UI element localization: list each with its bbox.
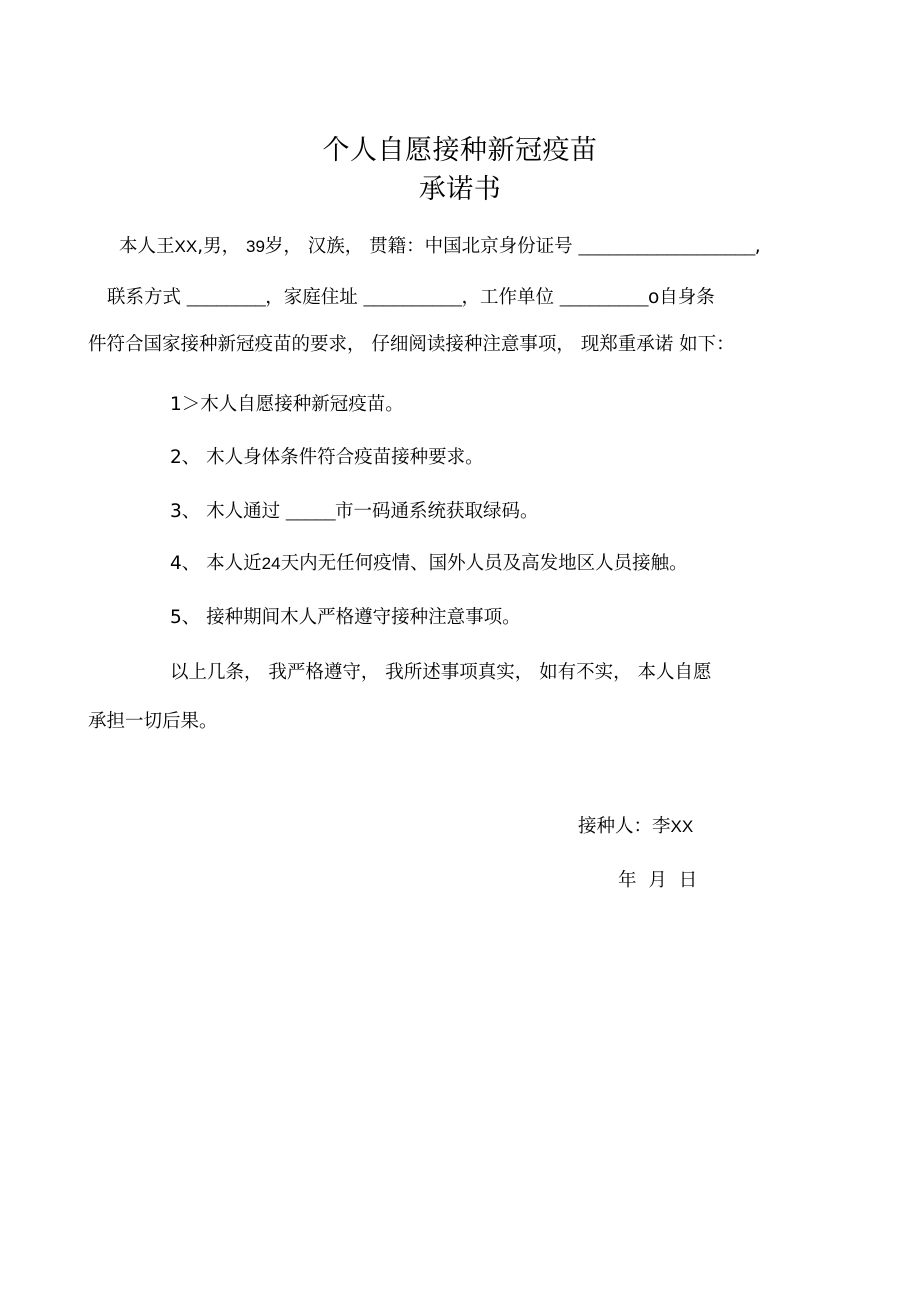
clause-item-4 xyxy=(170,549,688,579)
clause-2-marker: 2、 xyxy=(170,447,207,468)
clause-1-text: 木人自愿接种新冠疫苗。 xyxy=(200,394,404,415)
clause-item-2 xyxy=(170,443,484,473)
closing-paragraph-line-2: 承担一切后果。 xyxy=(88,711,218,732)
clause-4-text-b: 天内无任何疫情、国外人员及高发地区人员接触。 xyxy=(280,553,688,574)
lead-line1-segment-b: ,男， xyxy=(197,236,246,257)
signatory-label: 接种人：李 xyxy=(578,816,671,837)
clause-item-5 xyxy=(170,603,521,633)
contact-blank[interactable]: ________ xyxy=(186,286,266,307)
clause-item-3 xyxy=(170,496,539,527)
lead-line1-segment-a: 本人王 xyxy=(119,236,175,257)
document-title-line-2: 承诺书 xyxy=(418,174,502,205)
clause-3-marker: 3、 xyxy=(170,501,207,522)
lead-line2-segment-d: o自身条 xyxy=(647,287,715,308)
contact-label: 联系方式 xyxy=(107,287,187,308)
clause-5-marker: 5、 xyxy=(170,607,207,628)
clause-4-marker: 4、 xyxy=(170,553,207,574)
clause-2-text: 木人身体条件符合疫苗接种要求。 xyxy=(206,447,484,468)
applicant-age-value: 39 xyxy=(245,237,265,256)
clause-3-text-b: 市一码通系统获取绿码。 xyxy=(335,501,539,522)
lead-paragraph-line-1 xyxy=(119,231,761,262)
work-unit-label: ，工作单位 xyxy=(461,287,560,308)
id-number-blank[interactable]: __________________ xyxy=(578,235,755,256)
work-unit-blank[interactable]: _________ xyxy=(559,286,648,307)
clause-5-text: 接种期间木人严格遵守接种注意事项。 xyxy=(206,607,521,628)
closing-paragraph-line-1: 以上几条， 我严格遵守， 我所述事项真实， 如有不实， 本人自愿 xyxy=(170,662,712,683)
home-address-label: ，家庭住址 xyxy=(265,287,364,308)
document-title-line-1: 个人自愿接种新冠疫苗 xyxy=(322,135,598,166)
clause-1-marker: 1＞ xyxy=(170,394,201,415)
applicant-name-placeholder: XX xyxy=(174,237,198,256)
city-name-blank[interactable]: _____ xyxy=(286,500,335,521)
clause-4-day-count: 24 xyxy=(261,554,281,573)
clause-4-text-a: 本人近 xyxy=(206,553,262,574)
clause-item-1 xyxy=(170,390,404,420)
lead-paragraph-line-3: 件符合国家接种新冠疫苗的要求， 仔细阅读接种注意事项， 现郑重承诺 如下： xyxy=(88,334,735,355)
home-address-blank[interactable]: __________ xyxy=(363,286,462,307)
signatory-line xyxy=(578,812,693,842)
signature-date-line[interactable]: 年 月 日 xyxy=(618,870,701,891)
signatory-name-placeholder: XX xyxy=(670,817,694,836)
lead-line1-segment-d: , xyxy=(754,236,761,257)
lead-paragraph-line-2 xyxy=(107,282,715,313)
lead-line1-segment-c: 岁， 汉族， 贯籍：中国北京身份证号 xyxy=(264,236,579,257)
clause-3-text-a: 木人通过 xyxy=(206,501,287,522)
